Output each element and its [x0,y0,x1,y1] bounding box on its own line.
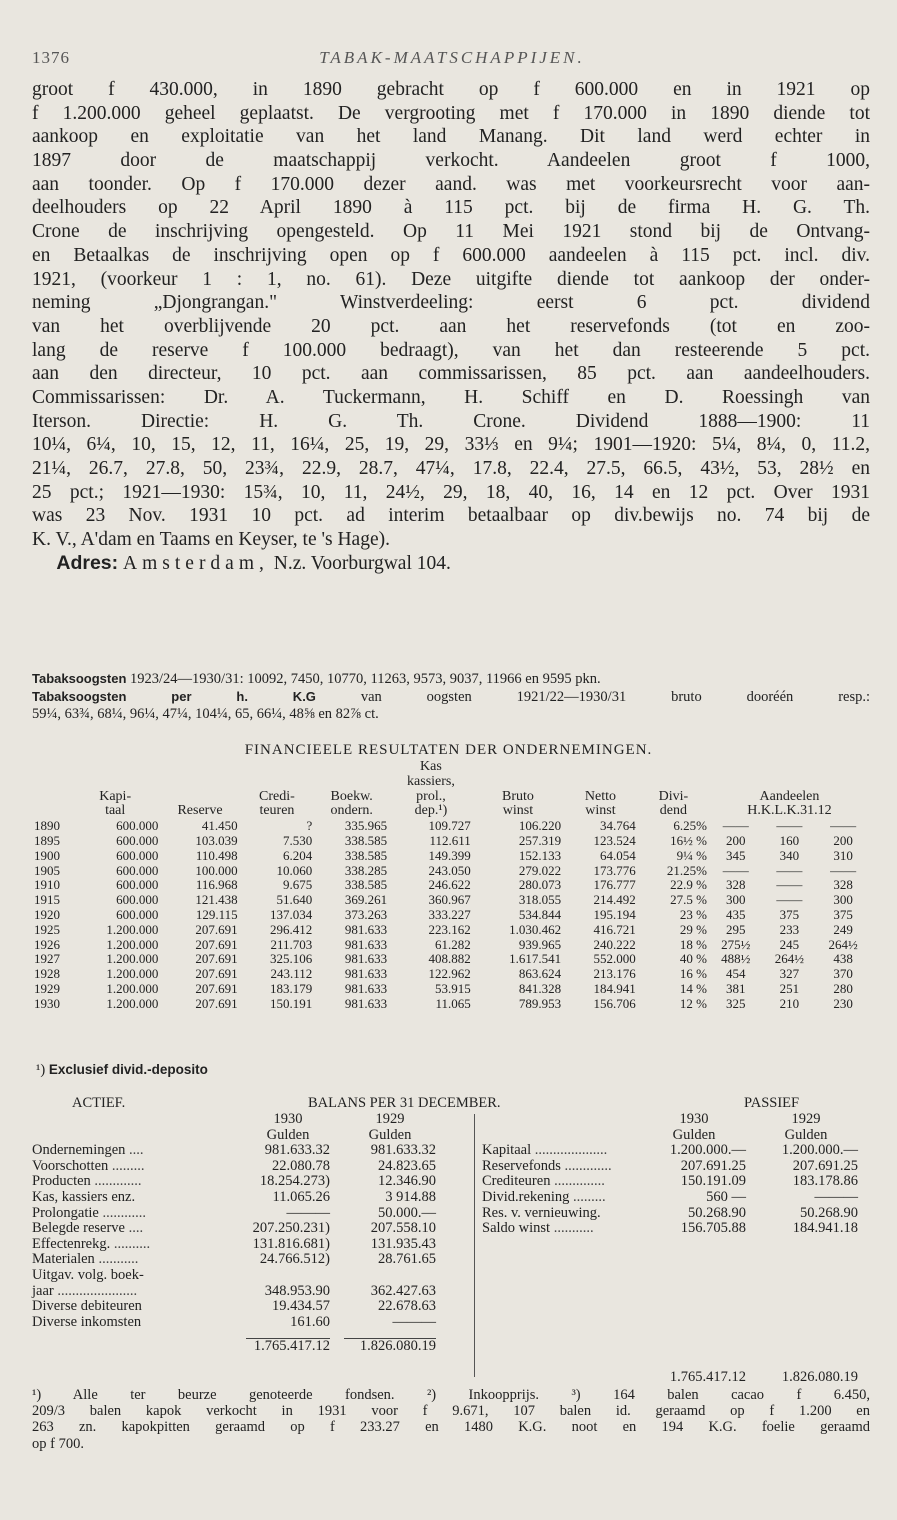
right-item-label: Divid.rekening ......... [482,1188,606,1205]
year-cell: 1926 [34,936,60,952]
table-cell: 981.633 [344,951,388,967]
table-cell: 600.000 [116,818,159,834]
year-cell: 1928 [34,966,60,982]
text-line: Iterson. Directie: H. G. Th. Crone. Dividend 1888—1900: 11 [32,410,870,432]
table-cell: 207.691 [195,951,238,967]
table-cell: —— [776,877,803,893]
text-line: 1897 door de maatschappij verkocht. Aandeelen groot f 1000, [32,150,870,172]
year-cell: 1915 [34,892,60,908]
col-header-reserve: Reserve [177,803,223,819]
table-cell: 10.060 [276,862,313,878]
table-cell: 150.191 [270,995,313,1011]
table-cell: 6.204 [283,847,313,863]
table-cell: 207.691 [195,921,238,937]
table-cell: 280 [833,980,853,996]
company-description [32,78,870,575]
table-cell: 454 [726,966,746,982]
table-cell: 300 [726,892,746,908]
table-cell: 325.106 [270,951,313,967]
table-cell: 534.844 [518,906,562,922]
balance-title: BALANS PER 31 DECEMBER. [308,1095,501,1111]
table-cell: 1.200.000 [106,995,159,1011]
running-title: TABAK-MAATSCHAPPIJEN. [319,48,585,67]
table-cell: 40 % [679,951,707,967]
table-cell: 1.617.541 [509,951,562,967]
right-item-value: 207.691.25 [680,1157,746,1174]
table-cell: —— [776,818,803,834]
table-row [32,982,870,997]
table-row [32,864,870,879]
table-cell: 64.054 [600,847,636,863]
table-cell: 211.703 [270,936,313,952]
table-cell: 156.706 [593,995,636,1011]
table-cell: 7.530 [283,832,313,848]
left-item-value: 22.080.78 [272,1157,330,1174]
left-item-value: 22.678.63 [378,1298,436,1315]
table-cell: 338.585 [344,877,388,893]
table-cell: 152.133 [518,847,562,863]
text-line: neming „Djongrangan." Winstverdeeling: eerst 6 pct. dividend [32,292,870,314]
table-cell: 600.000 [116,862,159,878]
left-item-value: 362.427.63 [370,1282,436,1299]
col-header-dividend: Divi- dend [658,788,689,819]
col-header-kas-mid: kassiers, [407,773,455,789]
left-item-value: 12.346.90 [378,1173,436,1190]
table-cell: 245 [779,936,800,952]
table-cell: 1.200.000 [106,936,159,952]
left-item-label: Belegde reserve .... [32,1220,144,1237]
table-cell: 280.073 [518,877,562,893]
table-cell: 27.5 % [670,892,707,908]
table-cell: 210 [779,995,800,1011]
table-cell: 184.941 [593,980,636,996]
table-cell: 121.438 [195,892,238,908]
left-item-value: 207.558.10 [370,1220,436,1237]
harvest-per-kg-label: Tabaksoogsten per h. K.G [32,689,316,704]
left-item-value: 348.953.90 [264,1282,330,1299]
table-cell: 6.25% [673,818,707,834]
balance-header [32,1095,870,1113]
left-item-value: 981.633.32 [264,1142,330,1159]
table-cell: 34.764 [600,818,636,834]
column-divider [474,1114,475,1377]
right-item-value: 183.178.86 [792,1173,858,1190]
year-cell: 1890 [34,818,60,834]
left-item-label: Producten ............. [32,1173,142,1190]
table-cell: 275½ [721,936,751,952]
table-cell: 21.25% [666,862,707,878]
table-cell: 600.000 [116,877,159,893]
table-row [32,938,870,953]
table-cell: —— [776,862,803,878]
table-cell: 345 [726,847,746,863]
left-item-value: 981.633.32 [370,1142,436,1159]
page-number: 1376 [32,48,70,67]
table-row [32,893,870,908]
table-cell: 12 % [679,995,707,1011]
table-cell: 109.727 [428,818,471,834]
left-item-value: 161.60 [290,1313,330,1330]
table-cell: 103.039 [195,832,238,848]
table-cell: 243.050 [428,862,471,878]
actief-1929: 1929 Gulden 981.633.32 24.823.65 12.346.90 3 914.88 50.000.— 207.558.10 131.935.43 28.761.65 362.427.63 22.678.63 ——— 1.826.080.19 [344,1112,436,1355]
table-cell: 335.965 [344,818,388,834]
table-cell: 9¼ % [676,847,707,863]
table-cell: 333.227 [428,906,471,922]
table-cell: 106.220 [518,818,562,834]
text-line: deelhouders op 22 April 1890 à 115 pct. bij de firma H. G. Th. [32,197,870,219]
left-item-value [246,1268,330,1284]
table-cell: 61.282 [435,936,471,952]
right-item-value: 207.691.25 [792,1157,858,1174]
year-cell: 1900 [34,847,60,863]
text-line: lang de reserve f 100.000 bedraagt), van het dan resteerende 5 pct. [32,339,870,361]
col-header-aandeelen: Aandeelen H.K.L.K.31.12 [747,788,832,819]
table-cell: 9.675 [283,877,313,893]
financial-results-title: FINANCIEELE RESULTATEN DER ONDERNEMINGEN. [244,742,653,758]
left-item-value: 207.250.231) [252,1220,330,1237]
table-row [32,997,870,1012]
table-cell: 318.055 [518,892,562,908]
col-header-kapitaal: Kapi- taal [99,788,132,819]
table-cell: 338.585 [344,847,388,863]
text-line: was 23 Nov. 1931 10 pct. ad interim betaalbaar op div.bewijs no. 74 bij de [32,505,870,527]
left-item-label: Uitgav. volg. boek- [32,1266,144,1283]
left-item-label: Prolongatie ............ [32,1204,146,1221]
table-cell: 207.691 [195,966,238,982]
left-item-label: Kas, kassiers enz. [32,1188,136,1205]
col-header-kas: prol., dep.¹) [414,788,448,819]
right-item-label: Reservefonds ............. [482,1157,612,1174]
table-cell: 279.022 [518,862,562,878]
table-row [32,819,870,834]
text-line: aan den directeur, 10 pct. aan commissarissen, 85 pct. aan aandeelhouders. [32,363,870,385]
table-cell: 375 [779,906,800,922]
passief-1929: 1929 Gulden 1.200.000.— 207.691.25 183.178.86 ——— 50.268.90 184.941.18 [754,1112,858,1237]
text-line: aan toonder. Op f 170.000 dezer aand. was met voorkeursrecht voor aan- [32,173,870,195]
table-cell: 1.200.000 [106,951,159,967]
table-cell: 328 [726,877,746,893]
table-cell: 408.882 [428,951,471,967]
table-cell: 183.179 [270,980,313,996]
financial-footnote: ¹) Exclusief divid.-deposito [36,1062,208,1078]
table-cell: 789.953 [518,995,562,1011]
table-cell: 416.721 [593,921,636,937]
table-cell: 438 [833,951,853,967]
right-item-value: 156.705.88 [680,1220,746,1237]
table-cell: 373.263 [344,906,388,922]
table-cell: 310 [833,847,853,863]
left-item-label: Diverse inkomsten [32,1313,142,1330]
right-item-value: ——— [814,1188,858,1205]
table-row [32,908,870,923]
text-line: f 1.200.000 geheel geplaatst. De vergrooting met f 170.000 in 1890 diende tot [32,102,870,124]
table-row [32,967,870,982]
left-item-value: 131.935.43 [370,1235,436,1252]
table-cell: 243.112 [270,966,313,982]
table-cell: 939.965 [518,936,562,952]
text-line: van het overblijvende 20 pct. aan het reservefonds (tot en zoo- [32,315,870,337]
table-cell: 327 [779,966,800,982]
passief-total-1930: 1.765.417.12 [669,1369,746,1385]
text-line: en Betaalkas de inschrijving open op f 600.000 aandeelen à 115 pct. incl. div. [32,244,870,266]
table-cell: 22.9 % [670,877,707,893]
harvest-info [32,670,870,723]
left-item-value: 19.434.57 [272,1298,330,1315]
left-item-label: Effectenrekg. .......... [32,1235,151,1252]
table-cell: 200 [726,832,746,848]
table-cell: 246.622 [428,877,471,893]
left-item-value: 24.823.65 [378,1157,436,1174]
footnote-line: op f 700. [32,1435,84,1452]
balance-footnotes [32,1387,870,1452]
table-cell: 122.962 [428,966,471,982]
actief-total-1929: 1.826.080.19 [344,1338,436,1355]
col-header-netto: Netto winst [584,788,617,819]
table-cell: 552.000 [593,951,636,967]
footnote-line: 209/3 balen kapok verkocht in 1931 voor f 9.671, 107 balen id. geraamd op f 1.200 en [32,1403,870,1420]
table-cell: 600.000 [116,847,159,863]
table-cell: 328 [833,877,853,893]
table-cell: 53.915 [435,980,471,996]
right-item-value: 50.268.90 [688,1204,746,1221]
table-cell: 841.328 [518,980,562,996]
table-cell: 116.968 [195,877,238,893]
table-cell: 41.450 [201,818,238,834]
table-cell: 340 [779,847,800,863]
year-cell: 1930 [34,995,60,1011]
right-item-value: 560 — [706,1188,746,1205]
left-item-label: jaar ...................... [32,1282,138,1299]
table-cell: 213.176 [593,966,636,982]
table-cell: 16 % [679,966,707,982]
table-cell: 207.691 [195,936,238,952]
table-cell: 251 [779,980,800,996]
table-cell: 233 [779,921,800,937]
table-cell: 16½ % [670,832,707,848]
year-cell: 1927 [34,951,60,967]
left-item-value: 28.761.65 [378,1251,436,1268]
left-item-value: 131.816.681) [252,1235,330,1252]
table-cell: 249 [833,921,853,937]
table-cell: 110.498 [195,847,238,863]
table-cell: 207.691 [195,980,238,996]
harvest-line-2: Tabaksoogsten per h. K.G van oogsten 1921/22—1930/31 bruto dooréén resp.: [32,689,871,705]
col-header-boekwaarde: Boekw. ondern. [330,788,373,819]
table-cell: 300 [833,892,853,908]
left-item-value: 24.766.512) [259,1251,330,1268]
text-line: K. V., A'dam en Taams en Keyser, te 's Hage). [32,529,390,551]
actief-total-1930: 1.765.417.12 [246,1338,330,1355]
left-item-value: 11.065.26 [272,1188,330,1205]
table-cell: 863.624 [518,966,562,982]
table-cell: 981.633 [344,966,388,982]
table-cell: 29 % [679,921,707,937]
page-header [32,48,872,72]
left-item-value: ——— [286,1204,330,1221]
table-cell: 360.967 [428,892,471,908]
table-cell: 600.000 [116,832,159,848]
text-line: 21¼, 26.7, 27.8, 50, 23¾, 22.9, 28.7, 47¼, 17.8, 22.4, 27.5, 66.5, 43½, 53, 28½ en [32,458,870,479]
table-cell: 23 % [679,906,707,922]
address-label: Adres: [56,551,119,574]
table-cell: 257.319 [518,832,562,848]
table-cell: 264½ [774,951,805,967]
table-cell: 1.200.000 [106,980,159,996]
table-cell: 230 [833,995,853,1011]
table-cell: 1.200.000 [106,966,159,982]
passief-1930: 1930 Gulden 1.200.000.— 207.691.25 150.191.09 560 — 50.268.90 156.705.88 [642,1112,746,1237]
year-cell: 1925 [34,921,60,937]
table-cell: 100.000 [195,862,238,878]
address-line [32,552,870,576]
table-cell: 1.030.462 [509,921,562,937]
table-cell: 981.633 [344,936,388,952]
table-cell: 600.000 [116,892,159,908]
table-cell: 488½ [721,951,751,967]
table-row [32,952,870,967]
table-cell: ? [306,818,313,834]
harvest-line-3: 59¼, 63¾, 68¼, 96¼, 47¼, 104¼, 65, 66¼, 48⅝ en 82⅞ ct. [32,706,379,722]
address-city: Amsterdam, [123,552,269,574]
table-cell: 338.285 [344,862,388,878]
left-item-value: 18.254.273) [259,1173,330,1190]
left-item-label: Materialen ........... [32,1251,139,1268]
table-cell: 200 [833,832,853,848]
table-cell: 129.115 [195,906,238,922]
table-cell: 338.585 [344,832,388,848]
table-cell: 176.777 [593,877,636,893]
table-cell: 600.000 [116,906,159,922]
text-line: aankoop en exploitatie van het land Manang. Dit land werd echter in [32,126,870,148]
year-cell: 1929 [34,980,60,996]
table-cell: 370 [833,966,853,982]
table-cell: 981.633 [344,980,388,996]
left-item-label: Ondernemingen .... [32,1142,144,1159]
left-item-value [344,1268,436,1284]
actief-1930: 1930 Gulden 981.633.32 22.080.78 18.254.273) 11.065.26 ——— 207.250.231) 131.816.681) 24.766.512) 348.953.90 19.434.57 161.60 1.765.417.12 [246,1112,330,1355]
table-cell: —— [830,862,857,878]
table-cell: —— [722,862,749,878]
right-item-value: 1.200.000.— [669,1142,746,1159]
col-header-crediteuren: Credi- teuren [259,788,295,819]
table-row [32,834,870,849]
table-row [32,878,870,893]
year-cell: 1920 [34,906,60,922]
text-line: 1921, (voorkeur 1 : 1, no. 61). Deze uitgifte diende tot aankoop der onder- [32,268,870,290]
right-item-value: 50.268.90 [800,1204,858,1221]
table-cell: 296.412 [270,921,313,937]
table-cell: —— [776,892,803,908]
passief-label: PASSIEF [744,1095,800,1111]
table-cell: 381 [726,980,746,996]
left-item-label: Diverse debiteuren [32,1298,142,1315]
table-cell: 981.633 [344,921,388,937]
table-cell: 435 [726,906,746,922]
left-item-value: 50.000.— [378,1204,436,1221]
right-item-value: 184.941.18 [792,1220,858,1237]
table-cell: 195.194 [593,906,636,922]
right-item-label: Kapitaal .................... [482,1142,608,1159]
table-cell: 325 [726,995,746,1011]
table-cell: 149.399 [428,847,471,863]
table-cell: 112.611 [429,832,471,848]
year-cell: 1910 [34,877,60,893]
col-header-kas-top: Kas [420,759,442,774]
text-line: 10¼, 6¼, 10, 15, 12, 11, 16¼, 25, 19, 29, 33⅓ en 9¼; 1901—1920: 5¼, 8¼, 0, 11.2, [32,434,870,456]
table-cell: 11.065 [435,995,471,1011]
right-item-label: Saldo winst ........... [482,1220,594,1237]
table-cell: 137.034 [270,906,313,922]
table-cell: 223.162 [428,921,471,937]
footnote-line: ¹) Alle ter beurze genoteerde fondsen. ²) Inkoopprijs. ³) 164 balen cacao f 6.450, [32,1387,870,1403]
right-item-value: 150.191.09 [680,1173,746,1190]
financial-results-table [32,760,870,1012]
text-line: 25 pct.; 1921—1930: 15¾, 10, 11, 24½, 29, 18, 40, 16, 14 en 12 pct. Over 1931 [32,481,870,503]
actief-labels [32,1112,246,1330]
table-row [32,849,870,864]
right-item-label: Crediteuren .............. [482,1173,605,1190]
left-item-value: 3 914.88 [385,1188,436,1205]
passief-labels [482,1112,642,1237]
table-cell: 264½ [828,936,858,952]
harvest-label: Tabaksoogsten [32,671,127,686]
table-cell: 14 % [679,980,707,996]
table-cell: 375 [833,906,853,922]
table-cell: 214.492 [593,892,636,908]
year-cell: 1905 [34,862,60,878]
right-item-value: 1.200.000.— [781,1142,858,1159]
table-cell: 369.261 [344,892,388,908]
address-street: N.z. Voorburgwal 104. [273,552,451,574]
table-cell: 51.640 [276,892,313,908]
table-cell: 18 % [679,936,707,952]
table-cell: 240.222 [593,936,636,952]
text-line: groot f 430.000, in 1890 gebracht op f 600.000 en in 1921 op [32,79,870,100]
left-item-label: Voorschotten ......... [32,1157,145,1174]
table-cell: 173.776 [593,862,636,878]
table-row [32,923,870,938]
text-line: Commissarissen: Dr. A. Tuckermann, H. Schiff en D. Roessingh van [32,386,870,408]
actief-label: ACTIEF. [72,1095,126,1111]
left-item-value: ——— [392,1313,436,1330]
table-cell: 295 [726,921,746,937]
right-item-label: Res. v. vernieuwing. [482,1204,601,1221]
table-cell: 207.691 [195,995,238,1011]
year-cell: 1895 [34,832,60,848]
text-line: Crone de inschrijving opengesteld. Op 11 Mei 1921 stond bij de Ontvang- [32,221,870,243]
table-cell: 1.200.000 [106,921,159,937]
table-cell: 160 [779,832,800,848]
harvest-line-1: Tabaksoogsten 1923/24—1930/31: 10092, 7450, 10770, 11263, 9573, 9037, 11966 en 9595 pkn. [32,671,601,687]
table-cell: —— [722,818,749,834]
footnote-line: 263 zn. kapokpitten geraamd op f 233.27 en 1480 K.G. noot en 194 K.G. foelie geraamd [32,1419,870,1436]
table-cell: 123.524 [593,832,636,848]
passief-total-1929: 1.826.080.19 [781,1369,858,1385]
table-cell: 981.633 [344,995,388,1011]
col-header-bruto: Bruto winst [502,788,534,819]
table-cell: —— [830,818,857,834]
